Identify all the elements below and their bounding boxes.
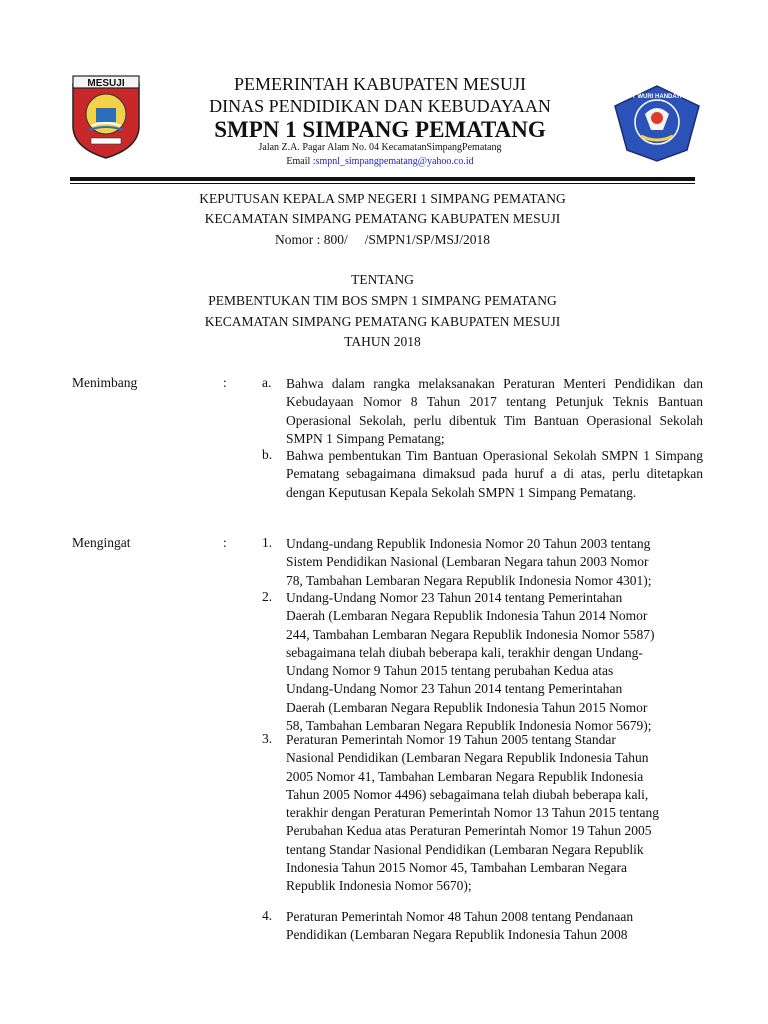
letterhead-thick-rule [70, 177, 695, 181]
text-line: Pendidikan (Lembaran Negara Republik Indonesia Tahun 2008 [286, 927, 628, 943]
mesuji-regency-emblem [69, 74, 143, 160]
letterhead-thin-rule [70, 183, 695, 184]
letterhead-email-line [150, 156, 610, 167]
text-line: Peraturan Pemerintah Nomor 19 Tahun 2005 tentang Standar [286, 732, 616, 747]
about-line1: PEMBENTUKAN TIM BOS SMPN 1 SIMPANG PEMATANG [208, 293, 557, 308]
text-line: Sistem Pendidikan Nasional (Lembaran Negara tahun 2003 Nomor [286, 554, 649, 570]
menimbang-label: Menimbang [72, 375, 138, 390]
about-heading: TENTANG [351, 272, 414, 287]
text-line: Republik Indonesia Nomor 5670); [286, 878, 472, 894]
text-line: sebagaimana telah diubah beberapa kali, terakhir dengan Undang- [286, 644, 643, 660]
text-line: Undang-Undang Nomor 23 Tahun 2014 tentang Pemerintahan [286, 590, 623, 605]
letterhead-school-name: SMPN 1 SIMPANG PEMATANG [214, 117, 546, 142]
decision-number: Nomor : 800/ /SMPN1/SP/MSJ/2018 [275, 232, 490, 247]
letterhead-department: DINAS PENDIDIKAN DAN KEBUDAYAAN [209, 96, 551, 116]
mengingat-marker-2: 2. [262, 589, 273, 604]
menimbang-marker-b: b. [262, 447, 273, 462]
text-line: 2005 Nomor 41, Tambahan Lembaran Negara Republik Indonesia [286, 768, 644, 784]
text-line: Peraturan Pemerintah Nomor 48 Tahun 2008 tentang Pendanaan [286, 909, 634, 924]
text-line: 244, Tambahan Lembaran Negara Republik Indonesia Nomor 5587) [286, 626, 655, 642]
mengingat-item-3 [286, 731, 703, 896]
menimbang-item-b: Bahwa pembentukan Tim Bantuan Operasional Sekolah SMPN 1 Simpang Pematang sebagaimana dimaksud pada huruf a di atas, perlu ditetapkan dengan Keputusan Kepala Sekolah SMPN 1 Simpang Pematang. [286, 448, 703, 500]
text-line: Perubahan Kedua atas Peraturan Pemerintah Nomor 19 Tahun 2005 [286, 823, 652, 839]
emblem-motto: TUT WURI HANDAYANI [624, 94, 690, 100]
mengingat-marker-3: 3. [262, 731, 273, 746]
text-line: 58, Tambahan Lembaran Negara Republik Indonesia Nomor 5679); [286, 718, 652, 734]
tut-wuri-handayani-emblem [611, 84, 703, 162]
mengingat-marker-4: 4. [262, 908, 273, 923]
decision-title-line2: KECAMATAN SIMPANG PEMATANG KABUPATEN MESUJI [204, 211, 561, 226]
text-line: terakhir dengan Peraturan Pemerintah Nomor 13 Tahun 2015 tentang [286, 805, 659, 821]
mengingat-label: Mengingat [72, 535, 131, 550]
menimbang-marker-a: a. [262, 375, 272, 390]
menimbang-item-a: Bahwa dalam rangka melaksanakan Peraturan Menteri Pendidikan dan Kebudayaan Nomor 8 Tahun 2017 tentang Petunjuk Teknis Bantuan Operasional Sekolah, perlu dibentuk Tim Bantuan Operasional Sekolah SMPN 1 Simpang Pematang; [286, 376, 703, 446]
text-line: Indonesia Tahun 2015 Nomor 45, Tambahan Lembaran Negara [286, 860, 628, 876]
email-link[interactable]: smpnl_simpangpematang@yahoo.co.id [315, 156, 474, 167]
mengingat-item-4 [286, 908, 703, 945]
emblem-caption: MESUJI [87, 78, 125, 89]
text-line: Undang-undang Republik Indonesia Nomor 20 Tahun 2003 tentang [286, 536, 651, 551]
text-line: Daerah (Lembaran Negara Republik Indonesia Tahun 2015 Nomor [286, 699, 648, 715]
text-line: Undang Nomor 9 Tahun 2015 tentang perubahan Kedua atas [286, 663, 614, 679]
text-line: Daerah (Lembaran Negara Republik Indonesia Tahun 2014 Nomor [286, 608, 648, 624]
about-line3: TAHUN 2018 [344, 334, 421, 349]
text-line: 78, Tambahan Lembaran Negara Republik Indonesia Nomor 4301); [286, 572, 652, 588]
mengingat-item-1 [286, 535, 703, 590]
letterhead-government: PEMERINTAH KABUPATEN MESUJI [234, 74, 526, 94]
menimbang-colon: : [223, 375, 227, 390]
decision-title-line1: KEPUTUSAN KEPALA SMP NEGERI 1 SIMPANG PEMATANG [199, 191, 566, 206]
text-line: Undang-Undang Nomor 23 Tahun 2014 tentang Pemerintahan [286, 681, 623, 697]
about-line2: KECAMATAN SIMPANG PEMATANG KABUPATEN MESUJI [204, 314, 561, 329]
mengingat-item-2 [286, 589, 703, 735]
text-line: Tahun 2005 Nomor 4496) sebagaimana telah diubah beberapa kali, [286, 786, 649, 802]
text-line: tentang Standar Nasional Pendidikan (Lembaran Negara Republik [286, 841, 644, 857]
letterhead-address: Jalan Z.A. Pagar Alam No. 04 KecamatanSimpangPematang [258, 142, 502, 153]
mengingat-colon: : [223, 535, 227, 550]
mengingat-marker-1: 1. [262, 535, 273, 550]
email-label: Email : [286, 156, 316, 167]
text-line: Nasional Pendidikan (Lembaran Negara Republik Indonesia Tahun [286, 750, 649, 766]
